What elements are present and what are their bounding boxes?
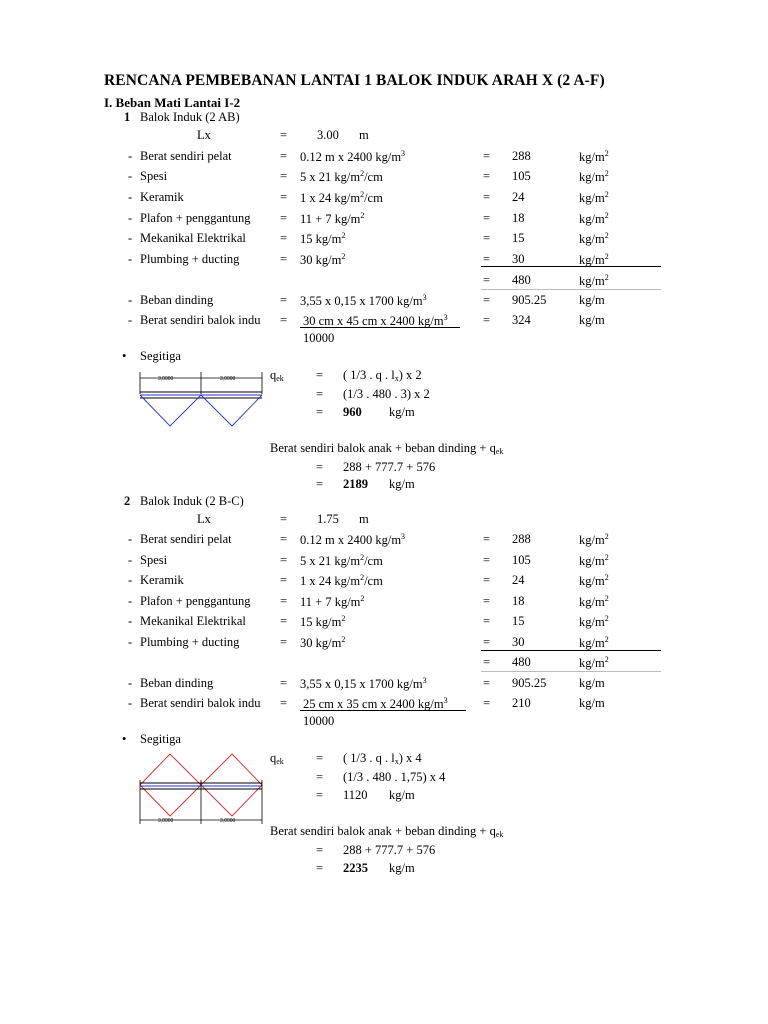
row-expr: 0.12 m x 2400 $kg/m^3$: [300, 149, 406, 164]
total-beam-sum: 288 + 777.7 + 576: [343, 460, 436, 474]
qek-eq: =: [316, 751, 324, 765]
row-expr: 3,55 x 0,15 x 1700 $kg/m^3$: [300, 293, 427, 308]
total-beam-text: Berat sendiri balok anak + beban dinding + $q_{ek}$: [270, 824, 504, 839]
row-expr: 0.12 m x 2400 $kg/m^3$: [300, 532, 406, 547]
row-label: Mekanikal Elektrikal: [140, 231, 246, 245]
page-title: RENCANA PEMBEBANAN LANTAI 1 BALOK INDUK ARAH X (2 A-F): [104, 72, 605, 89]
row-dash: -: [128, 696, 133, 710]
row-dash: -: [128, 313, 133, 327]
row-eq: =: [280, 553, 288, 567]
row-dash: -: [128, 573, 133, 587]
row-unit: $kg/m^2$: [579, 635, 609, 650]
row-value: 324: [512, 313, 531, 327]
dim-label: 3,0000: [158, 818, 174, 824]
row-value: 15: [512, 231, 525, 245]
row-expr: 11 + 7 $kg/m^2$: [300, 594, 365, 609]
block-name: Balok Induk (2 AB): [140, 110, 240, 124]
row-expr: 3,55 x 0,15 x 1700 $kg/m^3$: [300, 676, 427, 691]
row-unit: $kg/m^2$: [579, 553, 609, 568]
row-expr: 15 $kg/m^2$: [300, 614, 346, 629]
row-label: Spesi: [140, 553, 168, 567]
qek-symbol: $q_{ek}$: [270, 751, 284, 766]
row-unit: $kg/m^2$: [579, 231, 609, 246]
lx-value: 1.75: [317, 512, 339, 526]
qek-unit: kg/m: [389, 405, 415, 419]
row-unit: $kg/m^2$: [579, 532, 609, 547]
lx-label: Lx: [197, 512, 211, 526]
row-eq2: =: [483, 293, 491, 307]
bullet: •: [122, 349, 127, 363]
row-eq: =: [280, 149, 288, 163]
row-label: Keramik: [140, 573, 184, 587]
row-eq2: =: [483, 211, 491, 225]
row-label: Beban dinding: [140, 293, 214, 307]
row-unit: kg/m: [579, 676, 605, 690]
row-dash: -: [128, 169, 133, 183]
block-number: 2: [124, 494, 131, 508]
lx-eq: =: [280, 128, 288, 142]
qek-line2: (1/3 . 480 . 1,75) x 4: [343, 770, 446, 784]
total-value: 480: [512, 655, 531, 669]
row-dash: -: [128, 231, 133, 245]
row-dash: -: [128, 252, 133, 266]
row-eq: =: [280, 676, 288, 690]
triangle-load: [140, 395, 262, 426]
sum-line-lower: [481, 289, 661, 290]
row-expr: 1 x 24 $kg/m^2/cm$: [300, 573, 383, 588]
sum-line-lower: [481, 671, 661, 672]
row-eq: =: [280, 635, 288, 649]
qek-eq: =: [316, 368, 324, 382]
total-beam-text: Berat sendiri balok anak + beban dinding + $q_{ek}$: [270, 441, 504, 456]
row-value: 30: [512, 635, 525, 649]
qek-result: 1120: [343, 788, 368, 802]
row-eq: =: [280, 594, 288, 608]
row-value: 24: [512, 573, 525, 587]
row-eq2: =: [483, 231, 491, 245]
total-beam-eq: =: [316, 460, 324, 474]
total-beam-eq: =: [316, 477, 324, 491]
triangle-load-diagram: [138, 752, 268, 828]
row-eq2: =: [483, 532, 491, 546]
triangle-load-diagram: [138, 368, 268, 432]
row-unit: $kg/m^2$: [579, 252, 609, 267]
row-unit: $kg/m^2$: [579, 614, 609, 629]
dim-label: 3,0000: [158, 376, 174, 382]
row-expr: 15 $kg/m^2$: [300, 231, 346, 246]
row-value: 905.25: [512, 676, 547, 690]
dim-label: 3,0000: [220, 818, 236, 824]
lx-eq: =: [280, 512, 288, 526]
row-value: 15: [512, 614, 525, 628]
total-beam-eq: =: [316, 861, 324, 875]
row-label: Berat sendiri balok indu: [140, 314, 261, 327]
row-eq2: =: [483, 313, 491, 327]
row-label: Berat sendiri pelat: [140, 149, 232, 163]
row-eq: =: [280, 532, 288, 546]
segitiga-label: Segitiga: [140, 732, 181, 746]
dimension-line: [140, 372, 262, 394]
row-unit: $kg/m^2$: [579, 149, 609, 164]
row-eq: =: [280, 573, 288, 587]
qek-line1: ( 1/3 . q . $l_x$) x 4: [343, 751, 422, 766]
row-eq: =: [280, 190, 288, 204]
row-label: Spesi: [140, 169, 168, 183]
row-expr-denominator: 10000: [303, 714, 335, 728]
row-label: Plumbing + ducting: [140, 635, 240, 649]
row-eq: =: [280, 614, 288, 628]
section-heading: I. Beban Mati Lantai I-2: [104, 95, 241, 110]
total-unit: $kg/m^2$: [579, 273, 609, 288]
row-dash: -: [128, 553, 133, 567]
row-unit: kg/m: [579, 696, 605, 710]
row-eq: =: [280, 252, 288, 266]
fraction-bar: [300, 710, 466, 711]
block-number: 1: [124, 110, 131, 124]
row-eq2: =: [483, 252, 491, 266]
row-eq2: =: [483, 696, 491, 710]
total-eq: =: [483, 273, 491, 287]
row-eq2: =: [483, 635, 491, 649]
row-unit: $kg/m^2$: [579, 169, 609, 184]
row-unit: $kg/m^2$: [579, 211, 609, 226]
row-value: 24: [512, 190, 525, 204]
row-dash: -: [128, 594, 133, 608]
row-eq: =: [280, 696, 288, 710]
row-expr: 5 x 21 $kg/m^2/cm$: [300, 169, 383, 184]
total-beam-unit: kg/m: [389, 477, 415, 491]
row-value: 18: [512, 594, 525, 608]
lx-value: 3.00: [317, 128, 339, 142]
row-label: Plafon + penggantung: [140, 594, 251, 608]
row-unit: $kg/m^2$: [579, 190, 609, 205]
row-eq: =: [280, 293, 288, 307]
row-dash: -: [128, 532, 133, 546]
sum-line: [481, 266, 661, 267]
row-eq2: =: [483, 614, 491, 628]
row-value: 210: [512, 696, 531, 710]
row-eq: =: [280, 169, 288, 183]
sum-line: [481, 650, 661, 651]
row-label: Berat sendiri balok indu: [140, 697, 261, 710]
row-unit: kg/m: [579, 313, 605, 327]
row-dash: -: [128, 149, 133, 163]
row-dash: -: [128, 211, 133, 225]
row-label: Mekanikal Elektrikal: [140, 614, 246, 628]
row-dash: -: [128, 614, 133, 628]
row-dash: -: [128, 293, 133, 307]
row-label: Plumbing + ducting: [140, 252, 240, 266]
row-expr: 30 $kg/m^2$: [300, 252, 346, 267]
row-eq2: =: [483, 149, 491, 163]
row-unit: $kg/m^2$: [579, 594, 609, 609]
row-unit: kg/m: [579, 293, 605, 307]
row-expr-numerator: 25 cm x 35 cm x 2400 $kg/m^3$: [303, 696, 448, 711]
qek-symbol: $q_{ek}$: [270, 368, 284, 383]
row-value: 18: [512, 211, 525, 225]
qek-eq: =: [316, 387, 324, 401]
row-expr-denominator: 10000: [303, 331, 335, 345]
row-unit: $kg/m^2$: [579, 573, 609, 588]
row-eq: =: [280, 313, 288, 327]
qek-eq: =: [316, 788, 324, 802]
row-expr-numerator: 30 cm x 45 cm x 2400 $kg/m^3$: [303, 313, 448, 328]
row-expr: 1 x 24 $kg/m^2/cm$: [300, 190, 383, 205]
dim-label: 3,0000: [220, 376, 236, 382]
total-beam-result: 2189: [343, 477, 368, 491]
lx-label: Lx: [197, 128, 211, 142]
row-expr: 30 $kg/m^2$: [300, 635, 346, 650]
row-value: 905.25: [512, 293, 547, 307]
row-dash: -: [128, 676, 133, 690]
row-eq2: =: [483, 553, 491, 567]
row-value: 288: [512, 149, 531, 163]
row-eq2: =: [483, 169, 491, 183]
row-eq2: =: [483, 190, 491, 204]
row-label: Plafon + penggantung: [140, 211, 251, 225]
row-eq: =: [280, 211, 288, 225]
qek-result: 960: [343, 405, 362, 419]
row-label: Berat sendiri pelat: [140, 532, 232, 546]
row-value: 105: [512, 553, 531, 567]
total-unit: $kg/m^2$: [579, 655, 609, 670]
row-eq2: =: [483, 676, 491, 690]
bullet: •: [122, 732, 127, 746]
qek-line1: ( 1/3 . q . $l_x$) x 2: [343, 368, 422, 383]
row-value: 288: [512, 532, 531, 546]
block-name: Balok Induk (2 B-C): [140, 494, 244, 508]
qek-unit: kg/m: [389, 788, 415, 802]
row-dash: -: [128, 190, 133, 204]
fraction-bar: [300, 327, 460, 328]
row-value: 30: [512, 252, 525, 266]
row-eq2: =: [483, 594, 491, 608]
row-value: 105: [512, 169, 531, 183]
row-expr: 5 x 21 $kg/m^2/cm$: [300, 553, 383, 568]
lx-unit: m: [359, 512, 369, 526]
qek-line2: (1/3 . 480 . 3) x 2: [343, 387, 430, 401]
lx-unit: m: [359, 128, 369, 142]
total-beam-result: 2235: [343, 861, 368, 875]
total-beam-sum: 288 + 777.7 + 576: [343, 843, 436, 857]
row-expr: 11 + 7 $kg/m^2$: [300, 211, 365, 226]
dimension-line: [140, 780, 262, 824]
row-eq: =: [280, 231, 288, 245]
row-label: Beban dinding: [140, 676, 214, 690]
total-value: 480: [512, 273, 531, 287]
row-label: Keramik: [140, 190, 184, 204]
qek-eq: =: [316, 770, 324, 784]
row-eq2: =: [483, 573, 491, 587]
row-dash: -: [128, 635, 133, 649]
total-beam-eq: =: [316, 843, 324, 857]
qek-eq: =: [316, 405, 324, 419]
segitiga-label: Segitiga: [140, 349, 181, 363]
total-beam-unit: kg/m: [389, 861, 415, 875]
total-eq: =: [483, 655, 491, 669]
